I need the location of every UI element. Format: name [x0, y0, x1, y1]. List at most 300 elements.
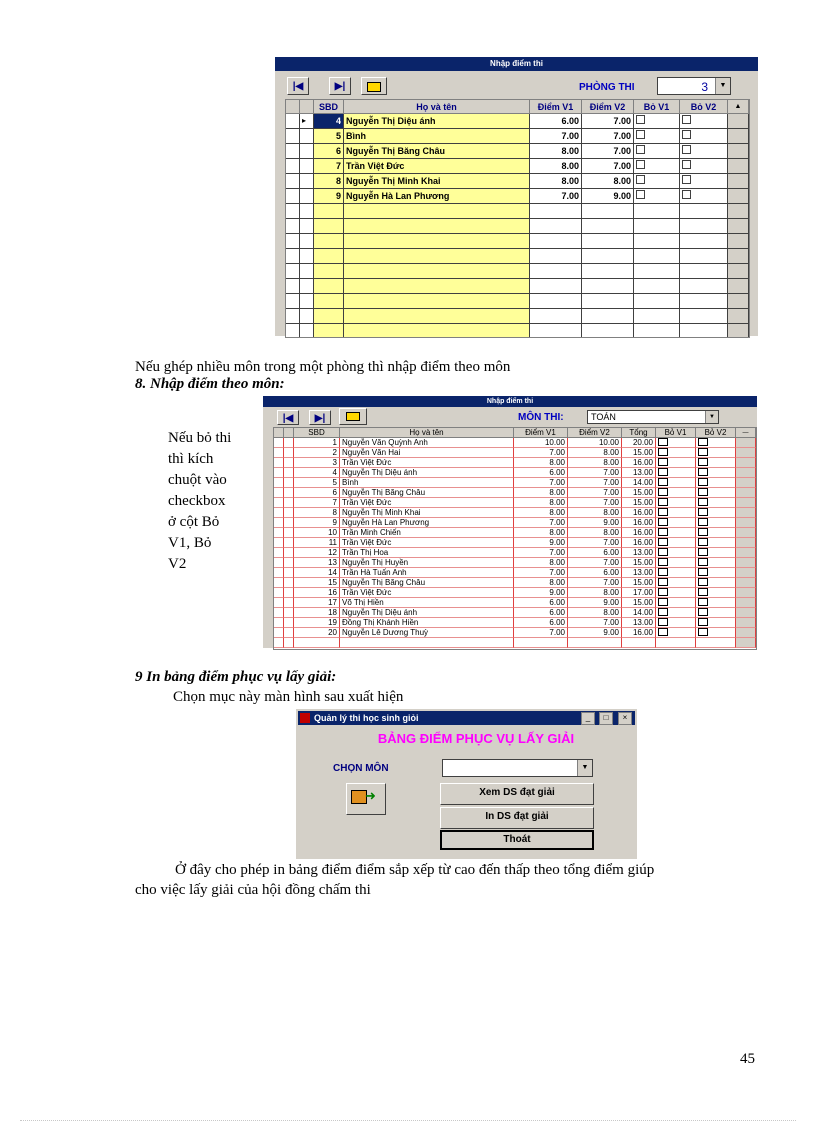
score-v1-cell[interactable]: 7.00 — [514, 548, 568, 558]
grid2-cell[interactable] — [568, 638, 622, 648]
room-select[interactable] — [657, 77, 731, 95]
grid2-cell[interactable] — [656, 598, 696, 608]
score-v2-cell[interactable]: 8.00 — [568, 528, 622, 538]
grid1-cell[interactable] — [680, 234, 728, 249]
name-cell[interactable]: Nguyễn Văn Quỳnh Anh — [340, 438, 514, 448]
grid1-cell[interactable] — [314, 279, 344, 294]
total-cell[interactable]: 16.00 — [622, 628, 656, 638]
grid2-cell[interactable] — [622, 638, 656, 648]
grid2-cell[interactable] — [696, 588, 736, 598]
skip-v1-checkbox[interactable] — [658, 578, 668, 586]
grid1-cell[interactable] — [634, 129, 680, 144]
score-v2-cell[interactable]: 9.00 — [582, 189, 634, 204]
total-cell[interactable]: 14.00 — [622, 608, 656, 618]
grid1-cell[interactable] — [344, 249, 530, 264]
skip-v2-checkbox[interactable] — [682, 175, 691, 184]
grid2-cell[interactable] — [696, 528, 736, 538]
sbd-cell[interactable]: 16 — [294, 588, 340, 598]
name-cell[interactable]: Bình — [344, 129, 530, 144]
score-v1-cell[interactable]: 8.00 — [514, 558, 568, 568]
name-cell[interactable]: Võ Thị Hiền — [340, 598, 514, 608]
grid1-cell[interactable] — [344, 219, 530, 234]
grid1-cell[interactable] — [530, 234, 582, 249]
grid1-cell[interactable] — [582, 234, 634, 249]
grid1-cell[interactable] — [530, 264, 582, 279]
skip-v1-checkbox[interactable] — [658, 588, 668, 596]
grid1-cell[interactable] — [582, 264, 634, 279]
chevron-down-icon[interactable]: ▼ — [705, 411, 718, 423]
score-v2-cell[interactable]: 7.00 — [568, 618, 622, 628]
score-v2-cell[interactable]: 8.00 — [568, 448, 622, 458]
grid2-cell[interactable] — [656, 488, 696, 498]
print-awards-button[interactable]: In DS đạt giải — [440, 807, 594, 829]
grid2-cell[interactable] — [696, 498, 736, 508]
grid2-cell[interactable] — [656, 438, 696, 448]
skip-v2-checkbox[interactable] — [698, 558, 708, 566]
grid2-cell[interactable] — [656, 468, 696, 478]
grid2-cell[interactable] — [696, 608, 736, 618]
grid1-cell[interactable] — [634, 174, 680, 189]
score-v1-cell[interactable]: 8.00 — [514, 578, 568, 588]
skip-v1-checkbox[interactable] — [658, 568, 668, 576]
subject-select[interactable] — [587, 410, 719, 424]
grid1-cell[interactable] — [530, 219, 582, 234]
score-v1-cell[interactable]: 8.00 — [514, 458, 568, 468]
grid1-cell[interactable] — [344, 264, 530, 279]
score-v1-cell[interactable]: 8.00 — [514, 508, 568, 518]
score-v2-cell[interactable]: 7.00 — [568, 488, 622, 498]
nav-last-button[interactable]: ▶| — [329, 77, 351, 95]
grid2-cell[interactable] — [656, 588, 696, 598]
skip-v1-checkbox[interactable] — [658, 458, 668, 466]
sbd-cell[interactable]: 13 — [294, 558, 340, 568]
skip-v1-checkbox[interactable] — [636, 190, 645, 199]
total-cell[interactable]: 15.00 — [622, 578, 656, 588]
sbd-cell[interactable]: 2 — [294, 448, 340, 458]
score-v1-cell[interactable]: 6.00 — [514, 618, 568, 628]
grid1-cell[interactable] — [680, 114, 728, 129]
total-cell[interactable]: 13.00 — [622, 548, 656, 558]
sbd-cell[interactable]: 6 — [314, 144, 344, 159]
sbd-cell[interactable]: 1 — [294, 438, 340, 448]
grid2-cell[interactable] — [656, 628, 696, 638]
name-cell[interactable]: Trần Việt Đức — [340, 458, 514, 468]
skip-v1-checkbox[interactable] — [658, 628, 668, 636]
grid1-cell[interactable] — [680, 159, 728, 174]
grid1-cell[interactable] — [582, 249, 634, 264]
grid2-cell[interactable] — [656, 548, 696, 558]
score-v2-cell[interactable]: 6.00 — [568, 568, 622, 578]
skip-v1-checkbox[interactable] — [658, 518, 668, 526]
name-cell[interactable]: Bình — [340, 478, 514, 488]
grid1-cell[interactable] — [344, 309, 530, 324]
skip-v2-checkbox[interactable] — [698, 458, 708, 466]
sbd-cell[interactable]: 8 — [314, 174, 344, 189]
grid1-cell[interactable] — [680, 324, 728, 338]
grid1-cell[interactable] — [634, 189, 680, 204]
grid1-cell[interactable] — [680, 174, 728, 189]
grid1-cell[interactable] — [314, 219, 344, 234]
grid1-cell[interactable] — [344, 324, 530, 338]
grid1-cell[interactable] — [314, 234, 344, 249]
score-v2-cell[interactable]: 7.00 — [568, 478, 622, 488]
score-v2-cell[interactable]: 7.00 — [582, 159, 634, 174]
skip-v1-checkbox[interactable] — [658, 448, 668, 456]
skip-v1-checkbox[interactable] — [658, 468, 668, 476]
score-v1-cell[interactable]: 7.00 — [514, 478, 568, 488]
grid1-cell[interactable] — [680, 144, 728, 159]
total-cell[interactable]: 16.00 — [622, 518, 656, 528]
total-cell[interactable]: 17.00 — [622, 588, 656, 598]
name-cell[interactable]: Nguyễn Thị Minh Khai — [340, 508, 514, 518]
scroll-up-icon[interactable]: ▲ — [728, 100, 749, 114]
grid2-cell[interactable] — [656, 618, 696, 628]
total-cell[interactable]: 15.00 — [622, 448, 656, 458]
grid2-cell[interactable] — [696, 538, 736, 548]
grid2-cell[interactable] — [656, 558, 696, 568]
sbd-cell[interactable]: 9 — [294, 518, 340, 528]
skip-v2-checkbox[interactable] — [698, 478, 708, 486]
score-v1-cell[interactable]: 6.00 — [514, 598, 568, 608]
sbd-cell[interactable]: 6 — [294, 488, 340, 498]
name-cell[interactable]: Nguyễn Văn Hai — [340, 448, 514, 458]
score-v2-cell[interactable]: 7.00 — [582, 144, 634, 159]
score-v2-cell[interactable]: 7.00 — [582, 114, 634, 129]
score-v1-cell[interactable]: 8.00 — [530, 159, 582, 174]
grid1-cell[interactable] — [634, 204, 680, 219]
grid1-cell[interactable] — [530, 204, 582, 219]
skip-v1-checkbox[interactable] — [658, 528, 668, 536]
score-v2-cell[interactable]: 9.00 — [568, 518, 622, 528]
grid1-cell[interactable] — [680, 279, 728, 294]
name-cell[interactable]: Trần Việt Đức — [344, 159, 530, 174]
grid2-cell[interactable] — [340, 638, 514, 648]
score-v1-cell[interactable]: 6.00 — [514, 468, 568, 478]
score-v2-cell[interactable]: 10.00 — [568, 438, 622, 448]
sbd-cell[interactable]: 20 — [294, 628, 340, 638]
name-cell[interactable]: Nguyễn Thị Minh Khai — [344, 174, 530, 189]
name-cell[interactable]: Nguyễn Lê Dương Thuỳ — [340, 628, 514, 638]
grid1-cell[interactable] — [344, 234, 530, 249]
skip-v2-checkbox[interactable] — [682, 190, 691, 199]
score-v2-cell[interactable]: 9.00 — [568, 598, 622, 608]
grid1-cell[interactable] — [582, 324, 634, 338]
folder-button[interactable] — [339, 408, 367, 425]
skip-v2-checkbox[interactable] — [698, 598, 708, 606]
total-cell[interactable]: 15.00 — [622, 558, 656, 568]
nav-first-button[interactable]: |◀ — [277, 410, 299, 425]
score-v1-cell[interactable]: 7.00 — [514, 628, 568, 638]
maximize-icon[interactable]: □ — [599, 712, 613, 725]
grid1-cell[interactable] — [582, 294, 634, 309]
name-cell[interactable]: Nguyễn Thị Diệu ánh — [340, 608, 514, 618]
skip-v1-checkbox[interactable] — [658, 478, 668, 486]
grid1-cell[interactable] — [634, 324, 680, 338]
skip-v2-checkbox[interactable] — [698, 578, 708, 586]
sbd-cell[interactable]: 17 — [294, 598, 340, 608]
sbd-cell[interactable]: 14 — [294, 568, 340, 578]
grid2-cell[interactable] — [656, 568, 696, 578]
nav-first-button[interactable]: |◀ — [287, 77, 309, 95]
grid2-cell[interactable] — [656, 478, 696, 488]
skip-v2-checkbox[interactable] — [682, 160, 691, 169]
sbd-cell[interactable]: 12 — [294, 548, 340, 558]
grid1-cell[interactable] — [680, 204, 728, 219]
sbd-cell[interactable]: 15 — [294, 578, 340, 588]
grid1-cell[interactable] — [530, 294, 582, 309]
skip-v1-checkbox[interactable] — [636, 115, 645, 124]
grid2-cell[interactable] — [656, 608, 696, 618]
skip-v1-checkbox[interactable] — [636, 175, 645, 184]
skip-v1-checkbox[interactable] — [658, 488, 668, 496]
grid1-cell[interactable] — [530, 279, 582, 294]
grid2-cell[interactable] — [696, 628, 736, 638]
grid1-cell[interactable] — [344, 294, 530, 309]
score-v1-cell[interactable]: 7.00 — [530, 189, 582, 204]
score-v1-cell[interactable]: 6.00 — [530, 114, 582, 129]
score-v1-cell[interactable]: 7.00 — [514, 568, 568, 578]
grid2-cell[interactable] — [656, 498, 696, 508]
grid1-cell[interactable] — [680, 309, 728, 324]
score-v1-cell[interactable]: 8.00 — [514, 498, 568, 508]
name-cell[interactable]: Trần Việt Đức — [340, 538, 514, 548]
grid2-cell[interactable] — [696, 478, 736, 488]
sbd-cell[interactable]: 18 — [294, 608, 340, 618]
score-v1-cell[interactable]: 7.00 — [514, 448, 568, 458]
grid2-cell[interactable] — [514, 638, 568, 648]
skip-v2-checkbox[interactable] — [682, 145, 691, 154]
grid2-cell[interactable] — [696, 598, 736, 608]
skip-v2-checkbox[interactable] — [682, 130, 691, 139]
skip-v2-checkbox[interactable] — [698, 588, 708, 596]
name-cell[interactable]: Trần Việt Đức — [340, 588, 514, 598]
grid1-cell[interactable] — [344, 204, 530, 219]
grid1-cell[interactable] — [680, 294, 728, 309]
grid1-cell[interactable] — [680, 249, 728, 264]
sbd-cell[interactable]: 10 — [294, 528, 340, 538]
skip-v2-checkbox[interactable] — [698, 468, 708, 476]
grid2-cell[interactable] — [696, 618, 736, 628]
total-cell[interactable]: 13.00 — [622, 618, 656, 628]
name-cell[interactable]: Trần Hà Tuấn Anh — [340, 568, 514, 578]
grid2-cell[interactable] — [696, 448, 736, 458]
grid2-cell[interactable] — [696, 548, 736, 558]
grid2-cell[interactable] — [656, 538, 696, 548]
name-cell[interactable]: Trần Thị Hoa — [340, 548, 514, 558]
skip-v1-checkbox[interactable] — [658, 548, 668, 556]
grid2-cell[interactable] — [294, 638, 340, 648]
name-cell[interactable]: Nguyễn Thị Băng Châu — [340, 578, 514, 588]
grid2-cell[interactable] — [696, 578, 736, 588]
grid2-cell[interactable] — [656, 528, 696, 538]
name-cell[interactable]: Nguyễn Thị Băng Châu — [340, 488, 514, 498]
grid1-cell[interactable] — [582, 204, 634, 219]
skip-v1-checkbox[interactable] — [636, 160, 645, 169]
skip-v2-checkbox[interactable] — [698, 548, 708, 556]
skip-v1-checkbox[interactable] — [658, 508, 668, 516]
score-v2-cell[interactable]: 8.00 — [568, 508, 622, 518]
score-v2-cell[interactable]: 7.00 — [568, 468, 622, 478]
grid1-cell[interactable] — [314, 294, 344, 309]
skip-v1-checkbox[interactable] — [658, 598, 668, 606]
score-v2-cell[interactable]: 7.00 — [568, 578, 622, 588]
sbd-cell[interactable]: 4 — [314, 114, 344, 129]
grid1-cell[interactable] — [680, 189, 728, 204]
grid1-cell[interactable] — [634, 144, 680, 159]
report-image-button[interactable] — [346, 783, 386, 815]
score-v1-cell[interactable]: 8.00 — [514, 528, 568, 538]
grid1-cell[interactable] — [634, 264, 680, 279]
score-v2-cell[interactable]: 8.00 — [568, 458, 622, 468]
grid1-cell[interactable] — [530, 324, 582, 338]
skip-v2-checkbox[interactable] — [698, 438, 708, 446]
sbd-cell[interactable]: 3 — [294, 458, 340, 468]
name-cell[interactable]: Nguyễn Thị Băng Châu — [344, 144, 530, 159]
skip-v2-checkbox[interactable] — [698, 448, 708, 456]
name-cell[interactable]: Nguyễn Thị Huyền — [340, 558, 514, 568]
grid1-cell[interactable] — [634, 159, 680, 174]
grid2-cell[interactable] — [696, 568, 736, 578]
grid1-cell[interactable] — [634, 234, 680, 249]
grid2-cell[interactable] — [696, 638, 736, 648]
grid1-cell[interactable] — [314, 249, 344, 264]
grid1-cell[interactable] — [314, 264, 344, 279]
grid2-cell[interactable] — [656, 508, 696, 518]
grid1-cell[interactable] — [634, 279, 680, 294]
grid2-cell[interactable] — [696, 438, 736, 448]
skip-v1-checkbox[interactable] — [636, 130, 645, 139]
grid1-cell[interactable] — [680, 129, 728, 144]
grid1-cell[interactable] — [582, 219, 634, 234]
skip-v1-checkbox[interactable] — [658, 538, 668, 546]
score-v2-cell[interactable]: 8.00 — [568, 608, 622, 618]
total-cell[interactable]: 15.00 — [622, 488, 656, 498]
grid2-cell[interactable] — [696, 458, 736, 468]
skip-v2-checkbox[interactable] — [698, 498, 708, 506]
grid1-cell[interactable] — [530, 249, 582, 264]
sbd-cell[interactable]: 9 — [314, 189, 344, 204]
score-v2-cell[interactable]: 7.00 — [568, 498, 622, 508]
score-v1-cell[interactable]: 8.00 — [514, 488, 568, 498]
grid2-cell[interactable] — [656, 638, 696, 648]
name-cell[interactable]: Nguyễn Thị Diệu ánh — [340, 468, 514, 478]
score-v2-cell[interactable]: 6.00 — [568, 548, 622, 558]
skip-v2-checkbox[interactable] — [698, 628, 708, 636]
score-v2-cell[interactable]: 7.00 — [582, 129, 634, 144]
skip-v1-checkbox[interactable] — [658, 498, 668, 506]
skip-v1-checkbox[interactable] — [658, 558, 668, 566]
skip-v1-checkbox[interactable] — [636, 145, 645, 154]
grid1-cell[interactable] — [634, 294, 680, 309]
score-v2-cell[interactable]: 7.00 — [568, 538, 622, 548]
grid2-cell[interactable] — [696, 558, 736, 568]
sbd-cell[interactable]: 8 — [294, 508, 340, 518]
nav-last-button[interactable]: ▶| — [309, 410, 331, 425]
grid2-cell[interactable] — [656, 448, 696, 458]
score-v1-cell[interactable]: 8.00 — [530, 174, 582, 189]
grid1-cell[interactable] — [634, 249, 680, 264]
exit-button[interactable]: Thoát — [440, 830, 594, 850]
sbd-cell[interactable]: 19 — [294, 618, 340, 628]
score-v1-cell[interactable]: 7.00 — [514, 518, 568, 528]
skip-v2-checkbox[interactable] — [698, 508, 708, 516]
grid1-cell[interactable] — [680, 264, 728, 279]
score-v2-cell[interactable]: 9.00 — [568, 628, 622, 638]
name-cell[interactable]: Nguyễn Hà Lan Phương — [340, 518, 514, 528]
chevron-down-icon[interactable]: ▼ — [577, 760, 592, 776]
grid1-cell[interactable] — [634, 114, 680, 129]
grid1-cell[interactable] — [314, 324, 344, 338]
skip-v1-checkbox[interactable] — [658, 608, 668, 616]
total-cell[interactable]: 16.00 — [622, 458, 656, 468]
minimize-icon[interactable]: _ — [581, 712, 595, 725]
grid1-cell[interactable] — [314, 309, 344, 324]
sbd-cell[interactable]: 11 — [294, 538, 340, 548]
view-awards-button[interactable]: Xem DS đạt giải — [440, 783, 594, 805]
scroll-up-icon[interactable]: — — [736, 428, 756, 438]
sbd-cell[interactable]: 4 — [294, 468, 340, 478]
grid1-cell[interactable] — [582, 309, 634, 324]
skip-v2-checkbox[interactable] — [698, 518, 708, 526]
folder-button[interactable] — [361, 77, 387, 95]
total-cell[interactable]: 15.00 — [622, 498, 656, 508]
sbd-cell[interactable]: 7 — [294, 498, 340, 508]
skip-v1-checkbox[interactable] — [658, 618, 668, 626]
grid1-cell[interactable] — [634, 309, 680, 324]
total-cell[interactable]: 16.00 — [622, 508, 656, 518]
subject-dropdown[interactable] — [442, 759, 593, 777]
grid2-cell[interactable] — [656, 458, 696, 468]
name-cell[interactable]: Nguyễn Thị Diệu ánh — [344, 114, 530, 129]
skip-v2-checkbox[interactable] — [682, 115, 691, 124]
grid2-cell[interactable] — [696, 488, 736, 498]
name-cell[interactable]: Nguyễn Hà Lan Phương — [344, 189, 530, 204]
skip-v2-checkbox[interactable] — [698, 568, 708, 576]
grid1-cell[interactable] — [582, 279, 634, 294]
chevron-down-icon[interactable]: ▼ — [715, 78, 730, 94]
sbd-cell[interactable]: 5 — [314, 129, 344, 144]
grid2-cell[interactable] — [696, 468, 736, 478]
grid1-cell[interactable] — [530, 309, 582, 324]
name-cell[interactable]: Trần Minh Chiến — [340, 528, 514, 538]
skip-v2-checkbox[interactable] — [698, 538, 708, 546]
sbd-cell[interactable]: 7 — [314, 159, 344, 174]
grid2-cell[interactable] — [696, 518, 736, 528]
total-cell[interactable]: 16.00 — [622, 528, 656, 538]
score-v1-cell[interactable]: 7.00 — [530, 129, 582, 144]
name-cell[interactable]: Đồng Thị Khánh Hiền — [340, 618, 514, 628]
score-v2-cell[interactable]: 7.00 — [568, 558, 622, 568]
score-v1-cell[interactable]: 9.00 — [514, 538, 568, 548]
name-cell[interactable]: Trần Việt Đức — [340, 498, 514, 508]
score-v2-cell[interactable]: 8.00 — [568, 588, 622, 598]
total-cell[interactable]: 16.00 — [622, 538, 656, 548]
grid1-cell[interactable] — [680, 219, 728, 234]
total-cell[interactable]: 20.00 — [622, 438, 656, 448]
score-v2-cell[interactable]: 8.00 — [582, 174, 634, 189]
grid1-cell[interactable] — [634, 219, 680, 234]
close-icon[interactable]: × — [618, 712, 632, 725]
score-v1-cell[interactable]: 8.00 — [530, 144, 582, 159]
skip-v2-checkbox[interactable] — [698, 608, 708, 616]
total-cell[interactable]: 15.00 — [622, 598, 656, 608]
grid2-cell[interactable] — [696, 508, 736, 518]
skip-v1-checkbox[interactable] — [658, 438, 668, 446]
score-v1-cell[interactable]: 9.00 — [514, 588, 568, 598]
score-v1-cell[interactable]: 10.00 — [514, 438, 568, 448]
grid2-cell[interactable] — [656, 578, 696, 588]
grid1-cell[interactable] — [314, 204, 344, 219]
